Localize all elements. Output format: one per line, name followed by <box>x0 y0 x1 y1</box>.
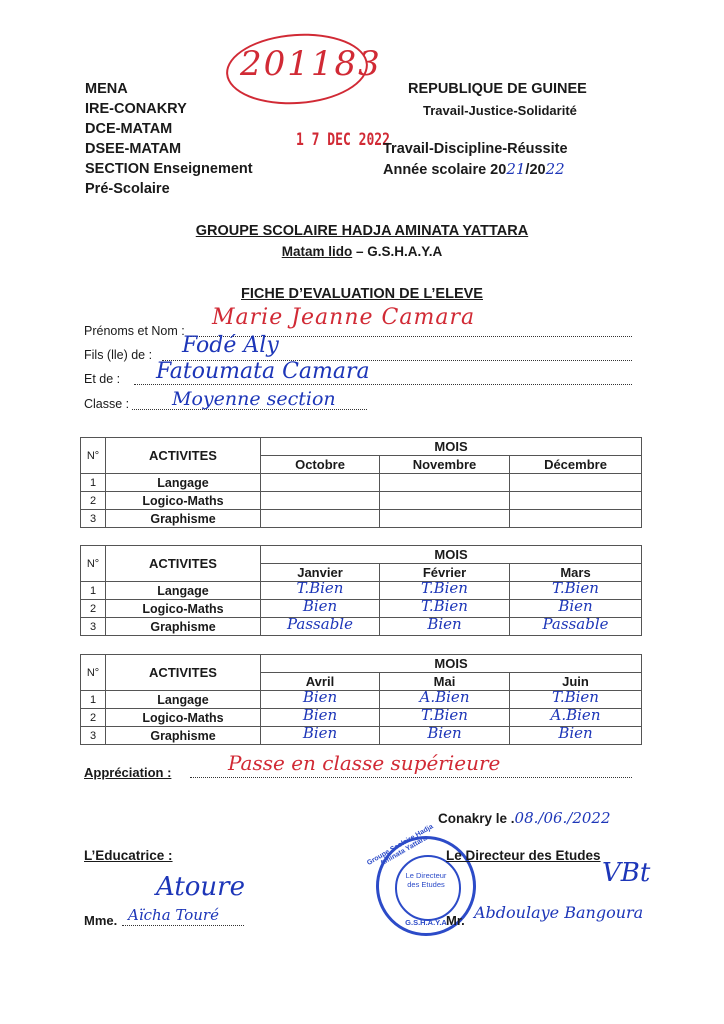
months-header: MOIS <box>261 438 642 456</box>
grades-table-q1 <box>80 437 642 528</box>
father-label: Fils (lle) de : <box>84 348 153 362</box>
activity-name: Graphisme <box>106 727 261 745</box>
header-mena: MENA <box>85 81 128 97</box>
grade-value: T.Bien <box>552 688 599 706</box>
school-location-rest: – G.S.H.A.Y.A <box>352 244 443 259</box>
row-number: 2 <box>81 709 106 727</box>
activity-name: Langage <box>106 582 261 600</box>
stamp-bottom-text: G.S.H.A.Y.A <box>405 918 447 927</box>
header-ire: IRE-CONAKRY <box>85 101 187 117</box>
activity-name: Logico-Maths <box>106 600 261 618</box>
month-header: Octobre <box>261 456 380 474</box>
activity-name: Graphisme <box>106 618 261 636</box>
class-value: Moyenne section <box>172 388 336 410</box>
activity-name: Langage <box>106 474 261 492</box>
grade-value: Bien <box>427 724 462 742</box>
name-value: Marie Jeanne Camara <box>212 305 476 330</box>
grade-value: Bien <box>558 724 593 742</box>
grade-value: Passable <box>542 615 609 633</box>
school-year-written-2: 22 <box>545 160 565 178</box>
stamp-ring-text: Groupe Scolaire Hadja Aminata Yattara <box>365 823 435 868</box>
row-number: 3 <box>81 510 106 528</box>
appreciation-label: Appréciation : <box>84 765 172 780</box>
grade-value: A.Bien <box>419 688 470 706</box>
header-dce: DCE-MATAM <box>85 121 173 137</box>
motto-1: Travail-Justice-Solidarité <box>423 103 577 118</box>
grade-value: Bien <box>427 615 462 633</box>
row-number: 1 <box>81 582 106 600</box>
school-location <box>0 244 724 259</box>
month-header: Décembre <box>510 456 642 474</box>
grade-value: A.Bien <box>550 706 601 724</box>
activities-header: ACTIVITES <box>106 546 261 582</box>
grade-cell <box>261 724 380 745</box>
motto-2: Travail-Discipline-Réussite <box>383 141 568 157</box>
activity-name: Logico-Maths <box>106 709 261 727</box>
school-name: GROUPE SCOLAIRE HADJA AMINATA YATTARA <box>195 223 529 239</box>
num-header: N° <box>81 546 106 582</box>
class-label: Classe : <box>84 397 130 411</box>
place-date-value: 08./06./2022 <box>514 809 611 827</box>
school-year <box>383 160 565 180</box>
registration-number: 201183 <box>240 44 382 84</box>
director-name: Abdoulaye Bangoura <box>474 903 644 922</box>
month-header: Novembre <box>380 456 510 474</box>
grade-cell <box>380 474 510 492</box>
director-signature: VBt <box>602 858 651 888</box>
grade-value: Bien <box>558 597 593 615</box>
grade-cell <box>380 492 510 510</box>
grade-cell <box>261 510 380 528</box>
grade-cell <box>261 492 380 510</box>
grade-value: Passable <box>287 615 353 633</box>
month-header: Mai <box>380 673 510 691</box>
school-year-separator: /20 <box>525 162 546 178</box>
educatrice-name: Aïcha Touré <box>128 906 219 924</box>
activities-header: ACTIVITES <box>106 655 261 691</box>
month-header: Juin <box>510 673 642 691</box>
activity-name: Logico-Maths <box>106 492 261 510</box>
row-number: 3 <box>81 618 106 636</box>
date-stamp: 1 7 DEC 2022 <box>296 130 390 151</box>
grade-cell <box>510 615 642 636</box>
grade-value: T.Bien <box>421 597 468 615</box>
place-date <box>438 809 611 828</box>
grade-value: T.Bien <box>421 706 468 724</box>
header-dsee: DSEE-MATAM <box>85 141 182 157</box>
grade-cell <box>510 492 642 510</box>
father-value: Fodé Aly <box>182 333 279 358</box>
mother-dots <box>134 384 632 385</box>
place-date-label: Conakry le . <box>438 811 515 826</box>
educatrice-title: L’Educatrice : <box>84 848 173 863</box>
school-year-label: Année scolaire 20 <box>383 162 507 178</box>
grade-value: Bien <box>302 706 338 724</box>
grade-cell <box>380 724 510 745</box>
grades-table-q3 <box>80 654 642 745</box>
months-header: MOIS <box>261 655 642 673</box>
row-number: 1 <box>81 474 106 492</box>
grade-value: T.Bien <box>421 579 468 597</box>
header-prescolaire: Pré-Scolaire <box>85 181 170 197</box>
grade-value: Bien <box>302 688 338 706</box>
mother-value: Fatoumata Camara <box>156 359 370 384</box>
activities-header: ACTIVITES <box>106 438 261 474</box>
school-year-written-1: 21 <box>506 160 526 178</box>
appreciation-dots <box>190 777 632 778</box>
grade-cell <box>380 510 510 528</box>
grade-cell <box>261 474 380 492</box>
num-header: N° <box>81 655 106 691</box>
grades-table-q2 <box>80 545 642 636</box>
name-label: Prénoms et Nom : <box>84 324 185 338</box>
months-header: MOIS <box>261 546 642 564</box>
director-title: Le Directeur des Etudes <box>446 848 601 863</box>
appreciation-value: Passe en classe supérieure <box>228 751 501 775</box>
school-location-underlined: Matam lido <box>281 244 353 259</box>
grade-value: T.Bien <box>552 579 599 597</box>
month-header: Février <box>380 564 510 582</box>
grade-cell <box>510 724 642 745</box>
grade-value: T.Bien <box>296 579 344 597</box>
form-title: FICHE D’EVALUATION DE L’ELEVE <box>241 286 483 302</box>
row-number: 2 <box>81 492 106 510</box>
left-header <box>85 79 253 199</box>
mother-label: Et de : <box>84 372 121 386</box>
activity-name: Langage <box>106 691 261 709</box>
grade-value: Bien <box>302 724 338 742</box>
num-header: N° <box>81 438 106 474</box>
country-name: REPUBLIQUE DE GUINEE <box>408 81 587 97</box>
grade-value: Bien <box>302 597 338 615</box>
grade-cell <box>380 615 510 636</box>
grade-cell <box>510 474 642 492</box>
row-number: 1 <box>81 691 106 709</box>
month-header: Mars <box>510 564 642 582</box>
row-number: 3 <box>81 727 106 745</box>
header-section: SECTION Enseignement <box>85 161 253 177</box>
grade-cell <box>261 615 380 636</box>
grade-cell <box>510 510 642 528</box>
educatrice-signature: Atoure <box>156 872 245 902</box>
educatrice-prefix: Mme. <box>84 913 118 928</box>
stamp-center-text: Le Directeur des Etudes <box>405 871 447 889</box>
director-prefix: Mr. <box>446 913 465 928</box>
educatrice-dots <box>122 925 244 926</box>
row-number: 2 <box>81 600 106 618</box>
month-header: Janvier <box>261 564 380 582</box>
activity-name: Graphisme <box>106 510 261 528</box>
month-header: Avril <box>261 673 380 691</box>
